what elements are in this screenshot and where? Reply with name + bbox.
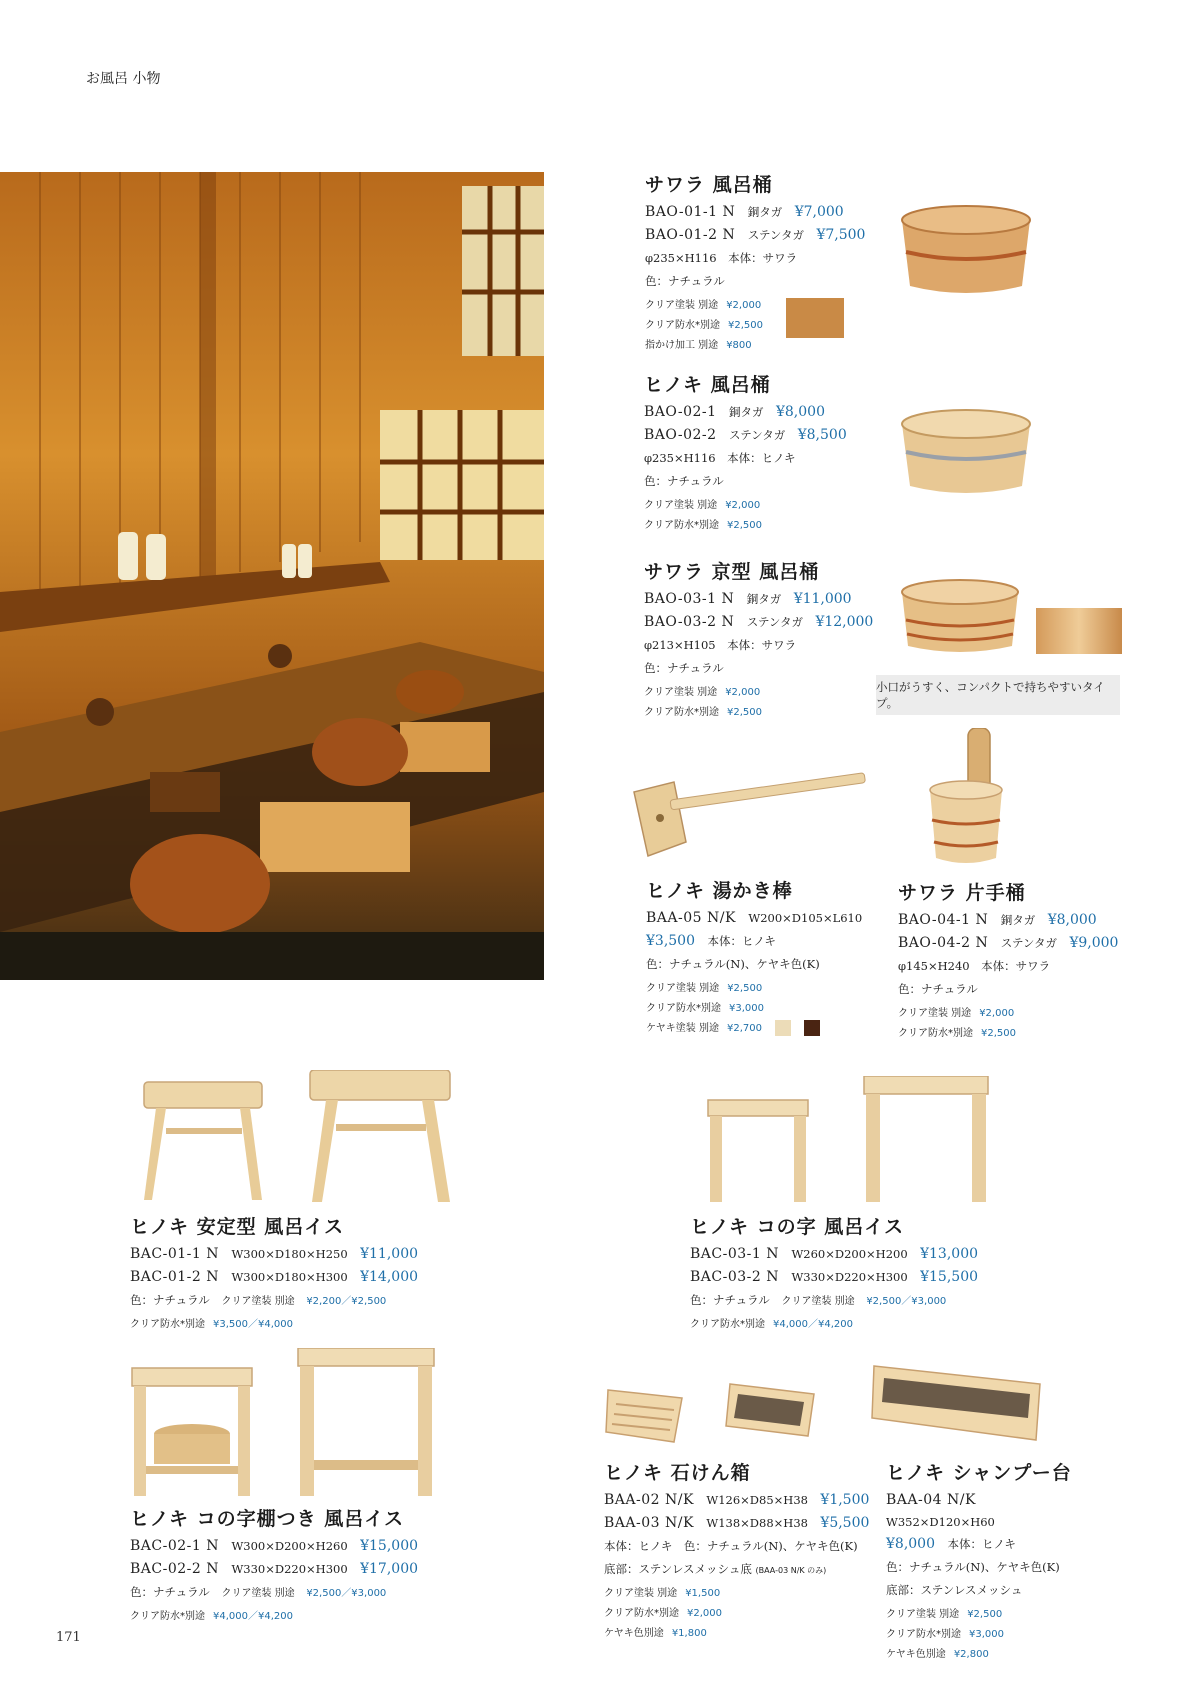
product-bottom: 底部：ステンレスメッシュ [886,1583,1023,1597]
product-hinoki-bucket [644,370,847,536]
product-sawara-kyo-bucket [644,557,873,723]
page-number: 171 [56,1630,81,1645]
product-code-line: BAC-01-1 N W300×D180×H250 ¥11,000 [130,1246,419,1262]
product-sawara-hand-bucket [898,878,1118,1044]
product-title: サワラ 京型 風呂桶 [644,561,820,583]
product-code-line: BAC-01-2 N W300×D180×H300 ¥14,000 [130,1269,419,1285]
option-line: クリア塗装 別途 ¥2,000 [644,687,761,698]
product-hinoki-soap-box [604,1458,869,1644]
product-color: 色：ナチュラル クリア塗装 別途 ¥2,500／¥3,000 [690,1293,947,1307]
bathhouse-photo [0,172,544,980]
product-body: 本体：ヒノキ 色：ナチュラル(N)、ケヤキ色(K) [604,1539,858,1553]
bucket-image [898,576,1022,658]
product-code-line: BAO-03-2 N ステンタガ ¥12,000 [644,614,874,630]
shampoo-stand-image [870,1362,1046,1446]
product-code-line: BAA-04 N/K [886,1492,976,1508]
hand-bucket-image [926,728,1008,868]
option-line: クリア塗装 別途 ¥2,000 [645,300,762,311]
option-line: クリア塗装 別途 ¥2,500 [886,1609,1003,1620]
option-line: クリア塗装 別途 ¥2,500 [646,983,763,994]
product-code-line: BAO-01-1 N 銅タガ ¥7,000 [645,204,844,220]
product-color: 色：ナチュラル [644,474,724,488]
product-title: ヒノキ 石けん箱 [604,1462,751,1484]
product-hinoki-stirrer [646,876,862,1041]
product-code-line: BAC-03-1 N W260×D200×H200 ¥13,000 [690,1246,979,1262]
product-color: 色：ナチュラル(N)、ケヤキ色(K) [886,1560,1060,1574]
bath-stirrer-image [630,770,870,860]
option-line: クリア防水*別途 ¥3,500／¥4,000 [130,1319,293,1330]
bucket-image [898,404,1034,500]
product-color: 色：ナチュラル [645,274,725,288]
product-code-line: BAO-04-1 N 銅タガ ¥8,000 [898,912,1097,928]
bucket-rim-detail-image [1036,608,1122,654]
product-hinoki-shelf-stool [130,1504,418,1627]
product-code-line: BAA-05 N/K W200×D105×L610 [646,910,863,926]
swatch-natural [775,1020,791,1036]
product-code-line: BAA-02 N/K W126×D85×H38 ¥1,500 [604,1492,870,1508]
option-line: クリア防水*別途 ¥2,000 [604,1608,722,1619]
product-title: ヒノキ コの字棚つき 風呂イス [130,1508,405,1530]
option-line: クリア塗装 別途 ¥2,000 [644,500,761,511]
product-title: ヒノキ 安定型 風呂イス [130,1216,345,1238]
stool-shelf-image [130,1348,440,1498]
product-code-line: BAC-03-2 N W330×D220×H300 ¥15,500 [690,1269,979,1285]
product-code-line: BAO-02-1 銅タガ ¥8,000 [644,404,825,420]
product-color: 色：ナチュラル クリア塗装 別途 ¥2,500／¥3,000 [130,1585,387,1599]
feature-caption: 小口がうすく、コンパクトで持ちやすいタイプ。 [876,675,1120,715]
stool-ko-shape-image [704,1076,994,1204]
stool-stable-image [140,1070,460,1206]
option-line: クリア防水*別途 ¥2,500 [644,520,762,531]
product-hinoki-stable-stool [130,1212,418,1335]
product-title: サワラ 片手桶 [898,882,1026,904]
soap-box-image [604,1380,824,1450]
product-title: ヒノキ コの字 風呂イス [690,1216,905,1238]
bucket-image [898,200,1034,300]
product-title: ヒノキ シャンプー台 [886,1462,1072,1484]
option-line: クリア防水*別途 ¥4,000／¥4,200 [130,1611,293,1622]
option-line: クリア防水*別途 ¥2,500 [898,1028,1016,1039]
product-hinoki-ko-stool [690,1212,978,1335]
product-code-line: BAA-03 N/K W138×D88×H38 ¥5,500 [604,1515,870,1531]
product-size: φ235×H116 本体：ヒノキ [644,451,796,465]
option-line: 指かけ加工 別途 ¥800 [645,340,752,351]
product-size: φ145×H240 本体：サワラ [898,959,1051,973]
product-color: 色：ナチュラル [898,982,978,996]
product-color: 色：ナチュラル クリア塗装 別途 ¥2,200／¥2,500 [130,1293,387,1307]
product-price-line: ¥8,000 本体：ヒノキ [886,1536,1016,1552]
product-hinoki-shampoo-stand [886,1458,1072,1665]
product-bottom: 底部：ステンレスメッシュ底 (BAA-03 N/K のみ) [604,1562,827,1576]
product-code-line: BAO-03-1 N 銅タガ ¥11,000 [644,591,852,607]
option-line: ケヤキ色別途 ¥1,800 [604,1628,707,1639]
option-line: クリア塗装 別途 ¥1,500 [604,1588,721,1599]
product-color: 色：ナチュラル(N)、ケヤキ色(K) [646,957,820,971]
product-code-line: BAO-02-2 ステンタガ ¥8,500 [644,427,847,443]
swatch-keyaki [804,1020,820,1036]
product-code-line: BAO-04-2 N ステンタガ ¥9,000 [898,935,1119,951]
finger-grip-detail-image [786,298,844,338]
product-code-line: BAO-01-2 N ステンタガ ¥7,500 [645,227,866,243]
option-line: ケヤキ塗装 別途 ¥2,700 [646,1019,862,1036]
product-price-line: ¥3,500 本体：ヒノキ [646,933,776,949]
product-color: 色：ナチュラル [644,661,724,675]
option-line: クリア防水*別途 ¥2,500 [645,320,763,331]
product-size: φ235×H116 本体：サワラ [645,251,798,265]
option-line: クリア防水*別途 ¥3,000 [646,1003,764,1014]
option-line: クリア防水*別途 ¥3,000 [886,1629,1004,1640]
option-line: クリア防水*別途 ¥2,500 [644,707,762,718]
option-line: クリア塗装 別途 ¥2,000 [898,1008,1015,1019]
option-line: クリア防水*別途 ¥4,000／¥4,200 [690,1319,853,1330]
product-size: W352×D120×H60 [886,1515,995,1529]
product-code-line: BAC-02-1 N W300×D200×H260 ¥15,000 [130,1538,419,1554]
section-header: お風呂 小物 [86,71,161,87]
product-title: ヒノキ 風呂桶 [644,374,771,396]
product-title: ヒノキ 湯かき棒 [646,880,793,902]
option-line: ケヤキ色別途 ¥2,800 [886,1649,989,1660]
product-code-line: BAC-02-2 N W330×D220×H300 ¥17,000 [130,1561,419,1577]
product-title: サワラ 風呂桶 [645,174,773,196]
product-size: φ213×H105 本体：サワラ [644,638,797,652]
